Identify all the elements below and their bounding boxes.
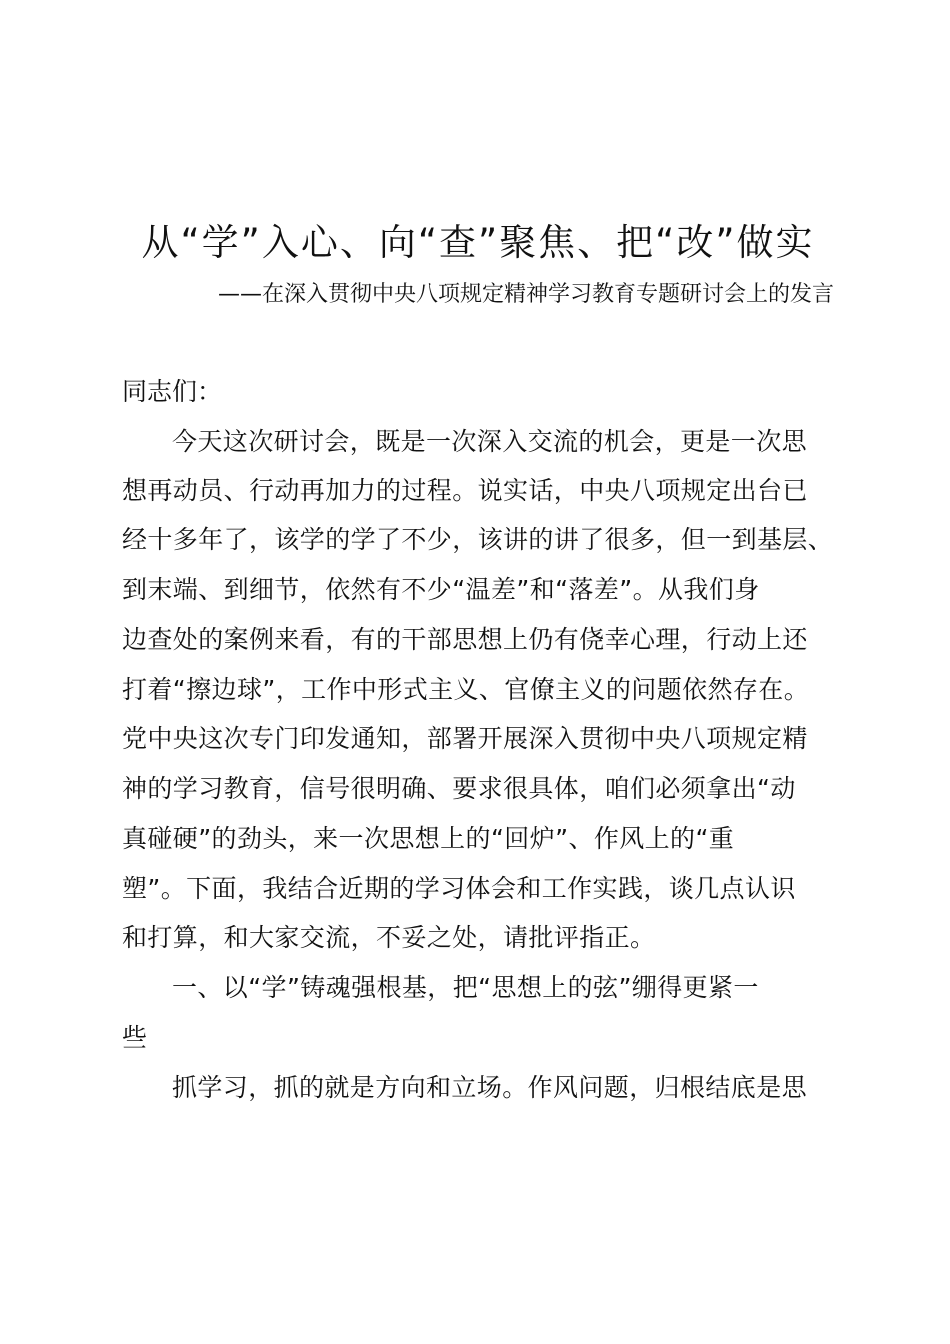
body-line: 想再动员、行动再加力的过程。说实话，中央八项规定出台已: [122, 476, 808, 505]
greeting: 同志们：: [122, 377, 223, 406]
body-line: 经十多年了，该学的学了不少，该讲的讲了很多，但一到基层、: [122, 525, 834, 554]
body-line: 真碰硬”的劲头，来一次思想上的“回炉”、作风上的“重: [122, 824, 735, 853]
body-line: 到末端、到细节，依然有不少“温差”和“落差”。从我们身: [122, 575, 760, 604]
body-line: 边查处的案例来看，有的干部思想上仍有侥幸心理，行动上还: [122, 625, 808, 654]
document-subtitle: ——在深入贯彻中央八项规定精神学习教育专题研讨会上的发言: [217, 282, 834, 307]
body-line: 塑”。下面，我结合近期的学习体会和工作实践，谈几点认识: [122, 874, 796, 903]
body-line: 党中央这次专门印发通知，部署开展深入贯彻中央八项规定精: [122, 724, 808, 753]
body-line: 神的学习教育，信号很明确、要求很具体，咱们必须拿出“动: [122, 774, 796, 803]
body-line: 今天这次研讨会，既是一次深入交流的机会，更是一次思: [172, 427, 808, 456]
document-title: 从“学”入心、向“查”聚焦、把“改”做实: [141, 221, 815, 264]
section-heading-continued: 些: [122, 1023, 148, 1052]
section-heading: 一、以“学”铸魂强根基，把“思想上的弦”绷得更紧一: [172, 973, 759, 1002]
body-line: 抓学习，抓的就是方向和立场。作风问题，归根结底是思: [172, 1073, 808, 1102]
body-line: 和打算，和大家交流，不妥之处，请批评指正。: [122, 923, 656, 952]
body-line: 打着“擦边球”，工作中形式主义、官僚主义的问题依然存在。: [122, 675, 810, 704]
